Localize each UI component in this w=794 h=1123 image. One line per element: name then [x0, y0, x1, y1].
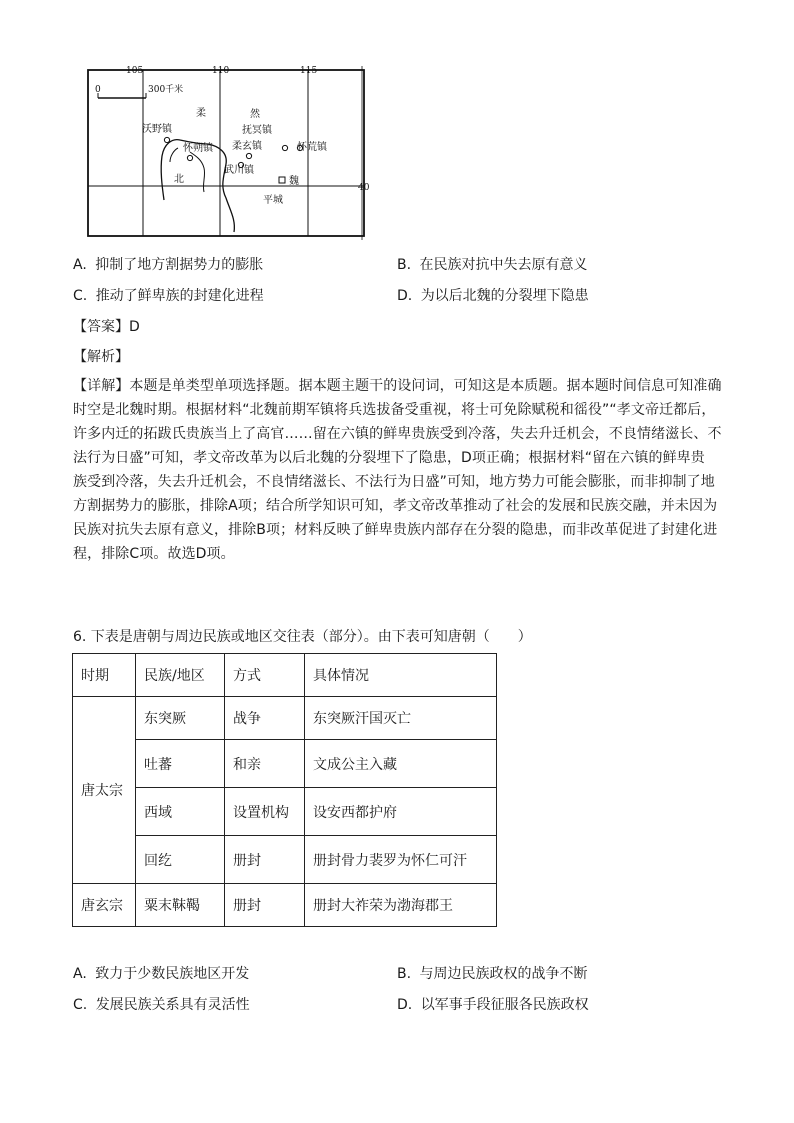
row-group: 粟末靺鞨: [136, 884, 225, 927]
row-group: 回纥: [136, 836, 225, 884]
q5-option-d-letter: D.: [397, 288, 413, 304]
q6-option-b-letter: B.: [397, 966, 412, 982]
q5-option-a-text: 抑制了地方割据势力的膨胀: [95, 257, 264, 273]
label-woye: 沃野镇: [142, 124, 172, 135]
q6-option-c-text: 发展民族关系具有灵活性: [95, 997, 250, 1013]
label-bei: 北: [174, 174, 184, 185]
row-method: 和亲: [225, 740, 305, 788]
q6-option-d-text: 以军事手段征服各民族政权: [420, 997, 589, 1013]
row-detail: 册封骨力裴罗为怀仁可汗: [305, 836, 497, 884]
header-method: 方式: [225, 654, 305, 697]
q6-option-d[interactable]: [397, 996, 589, 1014]
label-huaihuang: 怀荒镇: [297, 142, 327, 153]
detail-line: 时空是北魏时期。根据材料“北魏前期军镇将兵选拔备受重视，将士可免除赋税和徭役”“孝文帝迁都后，: [73, 402, 716, 418]
fuming-dot: [282, 145, 287, 150]
detail-line: 法行为日盛”可知，孝文帝改革为以后北魏的分裂埋下了隐患，D项正确；根据材料“留在六镇的鲜卑贵: [73, 450, 705, 466]
q5-option-b-text: 在民族对抗中失去原有意义: [419, 257, 588, 273]
map-frame: [88, 70, 364, 236]
header-detail: 具体情况: [305, 654, 497, 697]
table-row: [73, 788, 497, 836]
row-method: 册封: [225, 884, 305, 927]
answer-value: D: [129, 319, 140, 335]
table-header-row: [73, 654, 497, 697]
row-group: 东突厥: [136, 697, 225, 740]
region-rou: 柔: [196, 108, 206, 119]
label-fuming: 抚冥镇: [242, 125, 272, 136]
answer-label: 【答案】: [73, 319, 129, 335]
label-wei: 魏: [289, 176, 299, 187]
q6-option-a[interactable]: [73, 965, 249, 983]
table-row: [73, 836, 497, 884]
region-ran: 然: [250, 109, 260, 120]
lon-label-105: 105: [126, 66, 144, 76]
label-rouxuan: 柔玄镇: [232, 141, 262, 152]
answer-line: [73, 318, 140, 336]
row-method: 战争: [225, 697, 305, 740]
table-row: [73, 740, 497, 788]
detail-line: 程，排除C项。故选D项。: [73, 546, 235, 562]
q5-option-c-text: 推动了鲜卑族的封建化进程: [95, 288, 264, 304]
detail-paragraph: [73, 374, 733, 566]
row-detail: 册封大祚荣为渤海郡王: [305, 884, 497, 927]
q5-option-c[interactable]: [73, 287, 264, 305]
period-xuanzong: 唐玄宗: [73, 884, 136, 927]
row-detail: 文成公主入藏: [305, 740, 497, 788]
analysis-label: 【解析】: [73, 349, 129, 365]
detail-line: 方割据势力的膨胀，排除A项；结合所学知识可知，孝文帝改革推动了社会的发展和民族交融，并未因为: [73, 498, 718, 514]
table-row: [73, 884, 497, 927]
row-method: 册封: [225, 836, 305, 884]
row-method: 设置机构: [225, 788, 305, 836]
q5-option-a-letter: A.: [73, 257, 87, 273]
q5-option-d[interactable]: [397, 287, 589, 305]
capital-symbol: [279, 177, 285, 183]
header-group: 民族/地区: [136, 654, 225, 697]
q5-option-a[interactable]: [73, 256, 263, 274]
row-group: 西域: [136, 788, 225, 836]
label-pingcheng: 平城: [263, 195, 283, 206]
q6-option-d-letter: D.: [397, 997, 413, 1013]
header-period: 时期: [73, 654, 136, 697]
q6-option-b-text: 与周边民族政权的战争不断: [419, 966, 588, 982]
woye-dot: [164, 137, 169, 142]
q6-option-a-letter: A.: [73, 966, 87, 982]
label-huaishuo: 怀朔镇: [183, 143, 213, 154]
q5-option-d-text: 为以后北魏的分裂埋下隐患: [420, 288, 589, 304]
table-row: [73, 697, 497, 740]
lon-label-110: 110: [212, 66, 230, 76]
detail-line: 民族对抗失去原有意义，排除B项；材料反映了鲜卑贵族内部存在分裂的隐患，而非改革促进了封建化进: [73, 522, 718, 538]
row-group: 吐蕃: [136, 740, 225, 788]
lat-label-40: 40: [358, 183, 370, 193]
scale-start: 0: [95, 85, 101, 95]
lon-label-115: 115: [300, 66, 318, 76]
scale-end: 300千米: [148, 85, 184, 95]
q6-option-a-text: 致力于少数民族地区开发: [95, 966, 250, 982]
q6-stem: 6. 下表是唐朝与周边民族或地区交往表（部分）。由下表可知唐朝（ ）: [73, 629, 532, 645]
detail-line: 【详解】本题是单类型单项选择题。据本题主题干的设问词，可知这是本质题。据本题时间信息可知准确: [73, 378, 722, 394]
q6-table: [72, 653, 497, 927]
rouxuan-dot: [246, 153, 251, 158]
q5-option-c-letter: C.: [73, 288, 88, 304]
row-detail: 东突厥汗国灭亡: [305, 697, 497, 740]
q5-option-b-letter: B.: [397, 257, 412, 273]
detail-line: 许多内迁的拓跋氏贵族当上了高官……留在六镇的鲜卑贵族受到冷落，失去升迁机会，不良情绪滋长、不: [73, 426, 722, 442]
period-taizong: 唐太宗: [73, 697, 136, 884]
huaishuo-dot: [187, 155, 192, 160]
label-wuchuan: 武川镇: [224, 165, 254, 176]
q6-option-c[interactable]: [73, 996, 250, 1014]
q6-option-b[interactable]: [397, 965, 588, 983]
row-detail: 设安西都护府: [305, 788, 497, 836]
q5-option-b[interactable]: [397, 256, 588, 274]
q6-option-c-letter: C.: [73, 997, 88, 1013]
detail-line: 族受到冷落，失去升迁机会，不良情绪滋长、不法行为日盛”可知，地方势力可能会膨胀，而非抑制了地: [73, 474, 715, 490]
historical-map: [78, 60, 378, 242]
